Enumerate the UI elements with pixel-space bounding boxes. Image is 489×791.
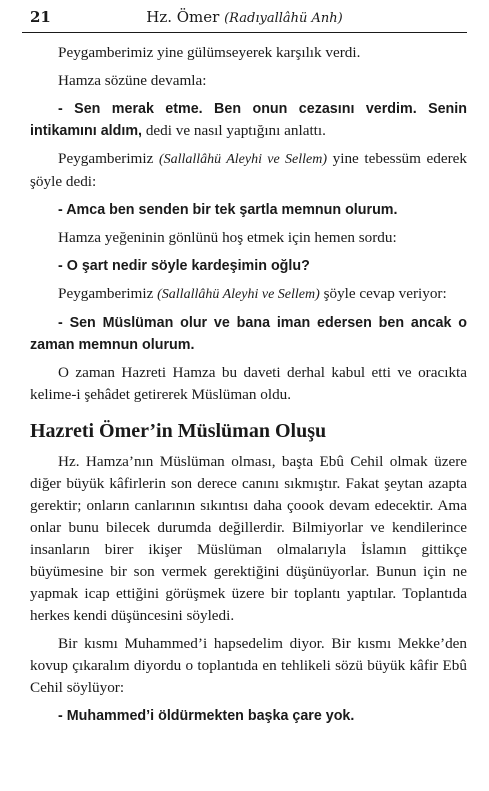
text-run: - Muhammed’i öldürmekten başka çare yok. (58, 708, 355, 724)
paragraph (30, 451, 467, 627)
paragraph (30, 255, 467, 277)
section-title: Hazreti Ömer’in Müslüman Oluşu (30, 420, 327, 442)
paragraph (30, 283, 467, 306)
story-paragraphs (30, 42, 467, 406)
paragraph (30, 148, 467, 193)
book-subtitle: (Radıyallâhü Anh) (224, 11, 343, 26)
text-run: Hamza sözüne devamla: (58, 72, 207, 89)
text-run: Hz. Hamza’nın Müslüman olması, başta Ebû Cehil olmak üzere diğer büyük kâfirlerin son derece canını sıkmıştır. Fakat şeytan azapta gerektir; onların canlarının sıkıntısı daha çoook devam edecektir. Ama onlar bunu bilecek durumda değillerdir. Bilmiyorlar ve kendilerince insanların birer ikişer Müslüman olmalarıyla İslamın gittikçe büyümesine bir son vermek gerektiğini düşünüyorlar. Bunun için ne yapmak icap ettiğini görüşmek üzere bir toplantı yaptılar. Toplantıda herkes kendi düşüncesini söyledi. (30, 453, 467, 624)
page-number: 21 (30, 8, 51, 26)
text-run: Peygamberimiz (58, 150, 159, 167)
text-run: - Amca ben senden bir tek şartla memnun olurum. (58, 202, 398, 218)
text-run: yine tebessüm ederek şöyle dedi: (30, 150, 467, 190)
text-run: Hamza yeğeninin gönlünü hoş etmek için hemen sordu: (58, 229, 397, 246)
text-run: Peygamberimiz (58, 285, 158, 302)
page-body (30, 42, 467, 733)
running-title (22, 8, 467, 26)
text-run: - Sen merak etme. Ben onun cezasını verdim. Senin intikamını aldım, (30, 101, 467, 139)
paragraph (30, 70, 467, 92)
paragraph (30, 362, 467, 406)
text-run: - Sen Müslüman olur ve bana iman edersen ben ancak o zaman memnun olurum. (30, 315, 467, 353)
text-run: Bir kısmı Muhammed’i hapsedelim diyor. Bir kısmı Mekke’den kovup çıkaralım diyordu o toplantıda en tehlikeli sözü büyük kâfir Ebû Cehil söylüyor: (30, 635, 467, 696)
running-header (22, 8, 467, 33)
paragraph (30, 312, 467, 356)
paragraph (30, 199, 467, 221)
paragraph (30, 227, 467, 249)
text-run: O zaman Hazreti Hamza bu daveti derhal kabul etti ve oracıkta kelime-i şehâdet getirerek Müslüman oldu. (30, 364, 467, 403)
paragraph (30, 98, 467, 142)
paragraph (30, 705, 467, 727)
text-run: Peygamberimiz yine gülümseyerek karşılık verdi. (58, 44, 361, 61)
text-run: - O şart nedir söyle kardeşimin oğlu? (58, 258, 310, 274)
text-run: şöyle cevap veriyor: (319, 285, 447, 302)
section-paragraphs (30, 451, 467, 727)
text-run: (Sallallâhü Aleyhi ve Sellem) (158, 152, 328, 167)
paragraph (30, 633, 467, 699)
paragraph (30, 42, 467, 64)
text-run: dedi ve nasıl yaptığını anlattı. (142, 122, 326, 139)
book-title: Hz. Ömer (146, 8, 220, 26)
text-run: (Sallallâhü Aleyhi ve Sellem) (157, 287, 320, 302)
